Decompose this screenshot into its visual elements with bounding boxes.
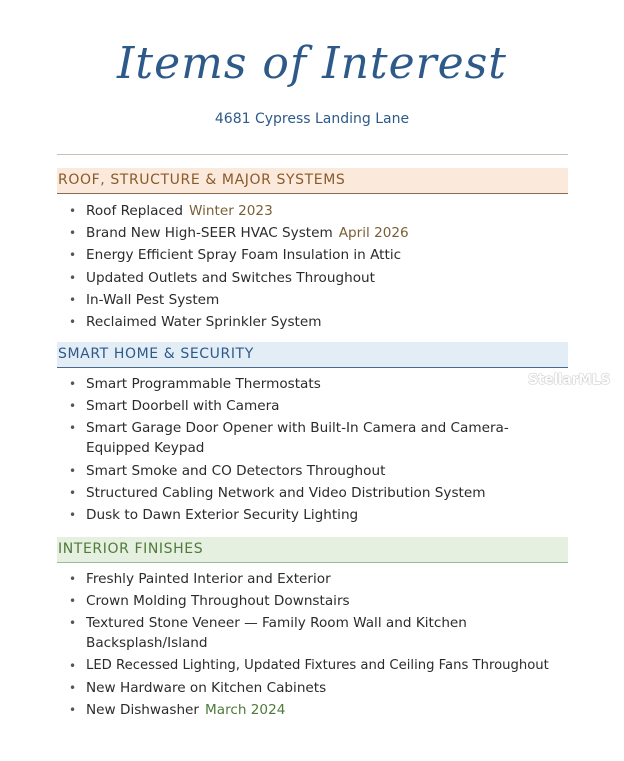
section-smart-home-security [57, 342, 568, 527]
bullet-icon: • [69, 226, 77, 241]
item-text: Reclaimed Water Sprinkler System [86, 313, 322, 330]
item-text: Crown Molding Throughout Downstairs [86, 593, 350, 610]
bullet-icon: • [69, 572, 77, 586]
item-text: Textured Stone Veneer — Family Room Wall and Kitchen Backsplash/Island [86, 615, 467, 652]
item-text: New Hardware on Kitchen Cabinets [86, 679, 327, 696]
bullet-icon: • [69, 314, 77, 329]
property-address: 4681 Cypress Landing Lane [214, 111, 410, 127]
list-item [57, 591, 568, 611]
list-item [57, 700, 568, 720]
list-item [57, 505, 568, 525]
bullet-icon: • [69, 616, 77, 631]
bullet-icon: • [69, 377, 77, 391]
list-item [57, 396, 568, 416]
list-item [57, 374, 568, 394]
list-item [57, 312, 568, 332]
bullet-icon: • [69, 658, 77, 673]
item-text: New Dishwasher [86, 701, 200, 718]
bullet-icon: • [69, 702, 77, 717]
bullet-icon: • [69, 399, 77, 414]
mls-watermark: StellarMLS [528, 372, 611, 388]
list-item [57, 569, 568, 589]
bullet-icon: • [69, 594, 77, 609]
item-text: Energy Efficient Spray Foam Insulation in Attic [86, 247, 402, 264]
bullet-icon: • [69, 680, 77, 695]
item-text: Dusk to Dawn Exterior Security Lighting [86, 506, 359, 523]
item-text: LED Recessed Lighting, Updated Fixtures and Ceiling Fans Throughout [86, 657, 549, 673]
item-text: Smart Smoke and CO Detectors Throughout [86, 462, 386, 479]
item-text: Structured Cabling Network and Video Distribution System [86, 484, 486, 501]
item-text: Freshly Painted Interior and Exterior [86, 571, 331, 587]
item-text: Brand New High-SEER HVAC System [86, 225, 333, 242]
list-item [57, 418, 516, 458]
list-item [57, 461, 568, 481]
list-item [57, 483, 568, 503]
item-date: April 2026 [338, 225, 409, 242]
section-heading: SMART HOME & SECURITY [57, 342, 568, 368]
item-list [57, 569, 568, 720]
bullet-icon: • [69, 421, 77, 436]
page-title: Items of Interest [117, 38, 507, 89]
bullet-icon: • [69, 485, 77, 500]
list-item [57, 245, 568, 265]
bullet-icon: • [69, 292, 77, 307]
section-heading: ROOF, STRUCTURE & MAJOR SYSTEMS [57, 168, 568, 194]
item-text: Updated Outlets and Switches Throughout [86, 269, 375, 286]
list-item [57, 613, 486, 653]
item-text: In-Wall Pest System [86, 291, 220, 308]
header-divider [57, 154, 568, 155]
bullet-icon: • [69, 270, 77, 285]
bullet-icon: • [69, 507, 77, 522]
item-date: March 2024 [205, 701, 286, 718]
bullet-icon: • [69, 204, 77, 218]
item-date: Winter 2023 [188, 203, 273, 219]
item-text: Smart Garage Door Opener with Built-In Camera and Camera-Equipped Keypad [86, 420, 509, 457]
item-list [57, 201, 568, 332]
list-item [57, 656, 568, 676]
item-text: Smart Programmable Thermostats [86, 376, 321, 392]
list-item [57, 268, 568, 288]
section-interior-finishes [57, 537, 568, 722]
item-text: Roof Replaced [86, 203, 183, 219]
list-item [57, 223, 568, 243]
bullet-icon: • [69, 248, 77, 263]
item-list [57, 374, 568, 525]
list-item [57, 201, 568, 221]
list-item [57, 678, 568, 698]
item-text: Smart Doorbell with Camera [86, 398, 280, 415]
section-roof-structure-systems [57, 168, 568, 334]
bullet-icon: • [69, 463, 77, 478]
list-item [57, 290, 568, 310]
section-heading: INTERIOR FINISHES [57, 537, 568, 563]
